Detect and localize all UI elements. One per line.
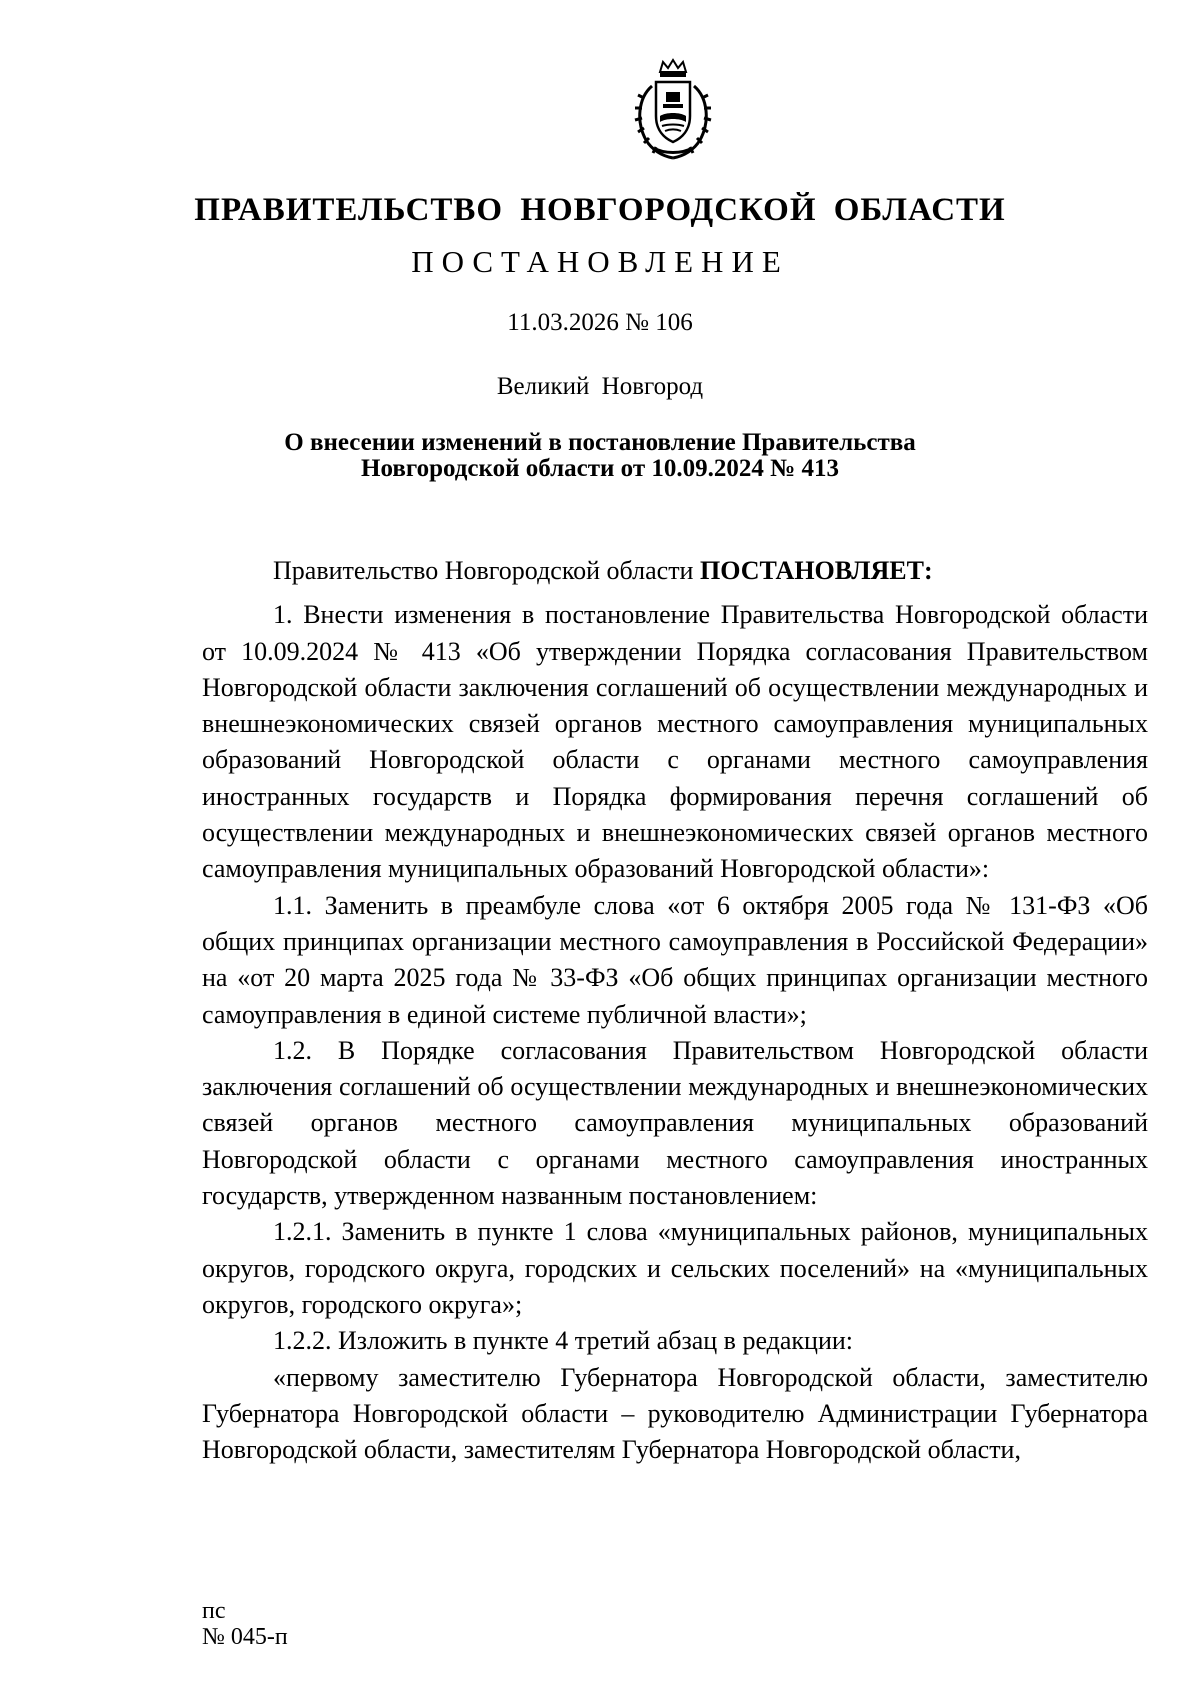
paragraph-1-2-2: 1.2.2. Изложить в пункте 4 третий абзац в редакции:	[273, 1326, 854, 1356]
city-name: Великий Новгород	[496, 373, 704, 400]
coat-of-arms-icon	[630, 58, 716, 162]
subject-line-1: О внесении изменений в постановление Правительства	[284, 429, 916, 456]
subject-line-2: Новгородской области от 10.09.2024 № 413	[361, 455, 839, 482]
document-date-number: 11.03.2026 № 106	[507, 309, 693, 336]
paragraph-1-1: 1.1. Заменить в преамбуле слова «от 6 октября 2005 года № 131-ФЗ «Об общих принципах организации местного самоуправления в Российской Федерации» на «от 20 марта 2025 года № 33-ФЗ «Об общих принципах организации местного самоуправления в единой системе публичной власти»;	[202, 890, 1148, 1029]
document-body	[202, 553, 1148, 1468]
paragraph-1-2-1: 1.2.1. Заменить в пункте 1 слова «муниципальных районов, муниципальных округов, городского округа, городских и сельских поселений» на «муниципальных округов, городского округа»;	[202, 1217, 1148, 1319]
decree-prefix: Правительство Новгородской области	[273, 556, 700, 585]
paragraph-1: 1. Внести изменения в постановление Правительства Новгородской области от 10.09.2024 № 413 «Об утверждении Порядка согласования Правительством Новгородской области заключения соглашений об осуществлении международных и внешнеэкономических связей органов местного самоуправления муниципальных образований Новгородской области с органами местного самоуправления иностранных государств и Порядка формирования перечня соглашений об осуществлении международных и внешнеэкономических связей органов местного самоуправления муниципальных образований Новгородской области»:	[202, 600, 1148, 884]
footer-code	[202, 1598, 288, 1650]
document-type: ПОСТАНОВЛЕНИЕ	[411, 244, 789, 279]
document-subject	[0, 430, 1200, 482]
decree-sentence	[202, 553, 1148, 589]
decree-word: ПОСТАНОВЛЯЕТ:	[699, 556, 933, 585]
footer-initials: пс	[202, 1598, 226, 1624]
paragraph-quote: «первому заместителю Губернатора Новгородской области, заместителю Губернатора Новгородской области – руководителю Администрации Губернатора Новгородской области, заместителям Губернатора Новгородской области,	[202, 1362, 1148, 1465]
paragraph-1-2: 1.2. В Порядке согласования Правительством Новгородской области заключения соглашений об осуществлении международных и внешнеэкономических связей органов местного самоуправления муниципальных образований Новгородской области с органами местного самоуправления иностранных государств, утвержденном названным постановлением:	[202, 1035, 1148, 1211]
organization-title: ПРАВИТЕЛЬСТВО НОВГОРОДСКОЙ ОБЛАСТИ	[194, 192, 1006, 228]
footer-doc-code: № 045-п	[202, 1624, 288, 1650]
